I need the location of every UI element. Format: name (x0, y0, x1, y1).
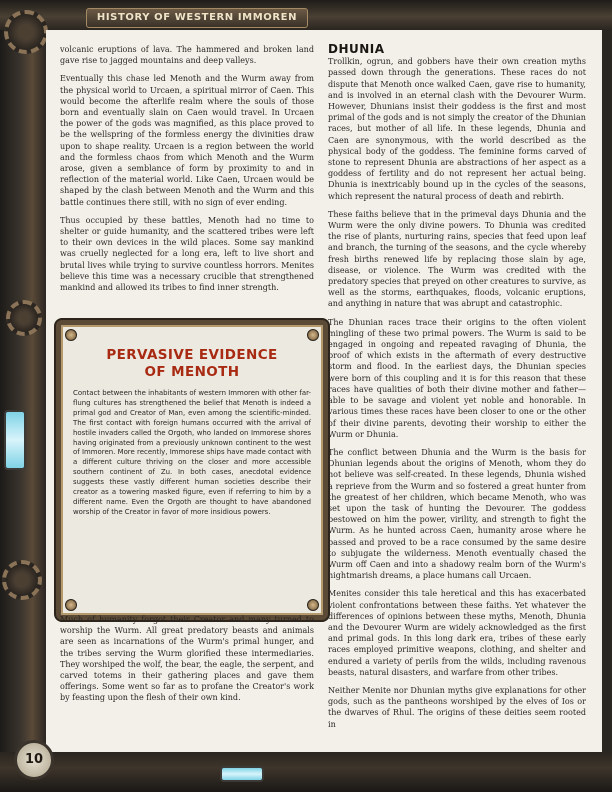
gear-icon (2, 560, 42, 600)
page-frame-left (0, 0, 46, 792)
left-column-bottom (60, 614, 314, 711)
sidebar-title (69, 347, 315, 381)
gear-icon (6, 300, 42, 336)
paragraph: Trollkin, ogrun, and gobbers have their own creation myths passed down through the generations. These races do not dispute that Menoth once walked Caen, gave rise to humanity, and is involved in an eternal clash with the Devourer Wurm. However, Dhunians insist their goddess is the first and most primal of the gods and is not simply the creator of the Dhunian races, but mother of all life. In these legends, Dhunia and Caen are synonymous, with the world described as the physical body of the goddess. The feminine forms carved of stone to represent Dhunia are abstractions of her aspect as a goddess of fertility and do not represent her actual being. Dhunia is inextricably bound up in the cycles of the seasons, which represent the natural process of death and rebirth. (328, 57, 586, 201)
paragraph: Much of humanity forgot their Creator and many turned to worship the Wurm. All great predatory beasts and animals are seen as incarnations of the Wurm's primal hunger, and the tribes serving the Wurm glorified these intermediaries. They worshiped the wolf, the bear, the eagle, the serpent, and carved totems in their gathering places and gave them offerings. Some went so far as to profane the Creator's work by feasting upon the flesh of their own kind. (60, 615, 314, 703)
gear-icon (4, 10, 48, 54)
paragraph: volcanic eruptions of lava. The hammered and broken land gave rise to jagged mountains and deep valleys. (60, 45, 314, 66)
chapter-header: HISTORY OF WESTERN IMMOREN (86, 8, 308, 28)
section-heading: DHUNIA (328, 42, 385, 56)
glowing-pipe (220, 766, 264, 782)
glowing-pipe (4, 410, 26, 470)
rivet-icon (65, 599, 77, 611)
page-number: 10 (14, 740, 54, 780)
paragraph: Menites consider this tale heretical and this has exacerbated violent confrontations between these faiths. Yet whatever the differences of opinions between these myths, Menoth, Dhunia and the Devourer Wurm are widely acknowledged as the first and primal gods. In this long dark era, tribes of these early races employed primitive weapons, clothing, and shelter and endured a variety of perils from the wilds, including ravenous beasts, natural disasters, and warfare from other tribes. (328, 589, 586, 677)
paragraph: Thus occupied by these battles, Menoth had no time to shelter or guide humanity, and the scattered tribes were left to their own devices in the wild places. Some say mankind was cruelly neglected for a long era, left to live short and brutal lives while trying to survive countless horrors. Menites believe this time was a necessary crucible that strengthened mankind and allowed its tribes to find inner strength. (60, 215, 314, 293)
paragraph: Eventually this chase led Menoth and the Wurm away from the physical world to Urcaen, a spiritual mirror of Caen. This would become the afterlife realm where the souls of those born and eventually slain on Caen would travel. In Urcaen the power of the gods was magnified, as this place proved to be the wellspring of the formless energy the divinities draw upon to shape reality. Urcaen is a region between the world and the formless chaos from which Menoth and the Wurm arose, given a semblance of form by proximity to and in reflection of the material world. Like Caen, Urcaen would be shaped by the clash between Menoth and the Wurm and this battle continues there still, with no sign of ever ending. (60, 74, 314, 207)
sidebar-box (56, 320, 328, 620)
rivet-icon (65, 329, 77, 341)
paragraph: The conflict between Dhunia and the Wurm is the basis for Dhunian legends about the origins of Menoth, whom they do not believe was self-created. In these legends, Dhunia wished a reprieve from the Wurm and so fostered a great hunter from the greatest of her children, which became Menoth, who was set upon the task of hunting the Devourer. The goddess bestowed on him the power, virility, and strength to fight the Wurm. As he hunted across Caen, humanity arose where he passed and proved to be a race consumed by the same desire to subjugate the wilderness. Menoth eventually chased the Wurm off Caen and into a shadowy realm born of the Wurm's nightmarish dreams, a place humans call Urcaen. (328, 447, 586, 581)
rivet-icon (307, 599, 319, 611)
page-frame-bottom (0, 752, 612, 792)
paragraph: Neither Menite nor Dhunian myths give explanations for other gods, such as the pantheons worshiped by the elves of Ios or the dwarves of Rhul. The origins of these deities seem rooted in (328, 685, 586, 729)
sidebar-title-line: PERVASIVE EVIDENCE (106, 347, 278, 363)
sidebar-text: Contact between the inhabitants of western Immoren with other far-flung cultures has strengthened the belief that Menoth is indeed a primal god and Creator of Man, even among the scientific-minded. The first contact with foreign humans occurred with the arrival of hostile invaders called the Orgoth, who landed on Immorese shores having originated from a previously unknown continent to the west of Immoren. More recently, Immorese ships have made contact with a different culture thriving on the closer and more accessible southern continent of Zu. In both cases, anecdotal evidence suggests these vastly different human societies describe their creator as a towering masked figure, even if referring to him by a different name. Even the Orgoth are thought to have abandoned worship of the Creator in favor of more insidious powers. (73, 389, 311, 516)
left-column (60, 44, 314, 300)
rivet-icon (307, 329, 319, 341)
page (46, 30, 602, 752)
sidebar-title-line: OF MENOTH (144, 364, 240, 380)
paragraph: The Dhunian races trace their origins to the often violent mingling of these two primal powers. The Wurm is said to be engaged in ongoing and repeated ravaging of Dhunia, the proof of which exists in the aftermath of every destructive storm and flood. In the earliest days, the Dhunian species were born of this coupling and it is for this reason that these races have qualities of both their divine mother and father—able to be savage and violent yet noble and honorable. In various times these races have been closer to one or the other of their divine parents, devoting their worship to either the Wurm or Dhunia. (328, 317, 586, 439)
paragraph: These faiths believe that in the primeval days Dhunia and the Wurm were the only divine powers. To Dhunia was credited the rise of plants, nurturing rains, species that feed upon leaf and branch, the turning of the seasons, and the cycle whereby fresh births renewed life by replacing those slain by age, disease, or violence. The Wurm was credited with the predatory species that preyed on other creatures to survive, as well as the storms, earthquakes, floods, volcanic eruptions, and anything in nature that was abrupt and catastrophic. (328, 209, 586, 309)
right-column (328, 44, 586, 737)
